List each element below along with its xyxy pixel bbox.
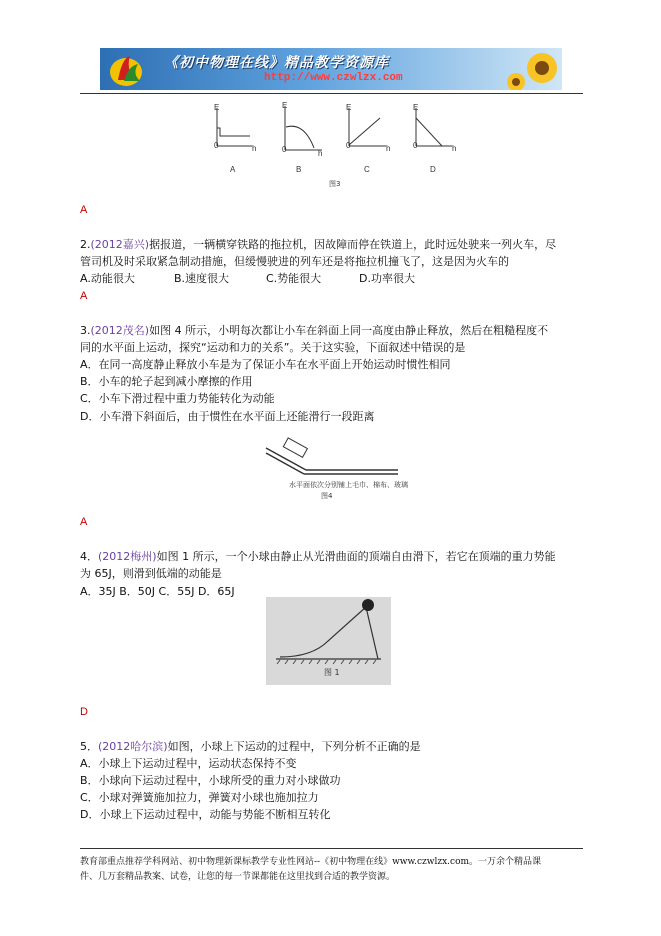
q5-option-d: D．小球上下运动过程中，动能与势能不断相互转化 [80,808,331,821]
fig3-label-d: D [430,165,436,174]
footer-line2: 件、几万套精品教案、试卷，让您的每一节课都能在这里找到合适的教学资源。 [80,872,396,882]
fig3-axis-h-c: h [386,144,391,153]
q5-line1 [80,740,421,754]
q3-text-1: 如图 4 所示，小明每次都让小车在斜面上同一高度由静止释放，然后在粗糙程度不 [149,324,549,337]
q2-source: (2012嘉兴) [90,238,150,251]
q5-option-a: A．小球上下运动过程中，运动状态保持不变 [80,757,297,770]
q4-line2: 为 65J，则滑到低端的动能是 [80,567,222,580]
fig3-origin-a: 0 [214,141,219,150]
q5-number: 5． [80,740,98,753]
q5-text-1: 如图，小球上下运动的过程中，下列分析不正确的是 [167,740,421,753]
q4-answer: D [80,706,88,718]
q3-option-c: C．小车下滑过程中重力势能转化为动能 [80,392,275,405]
header-banner [100,48,562,90]
q2-option-c: C.势能很大 [266,272,322,285]
fig3-axis-e-d: E [413,103,419,112]
fig3-axis-h-a: h [252,144,257,153]
fig4-label: 图4 [321,492,333,500]
q3-option-a: A．在同一高度静止释放小车是为了保证小车在水平面上开始运动时惯性相同 [80,358,451,371]
q3-answer: A [80,516,88,528]
figure-1-curve [266,597,391,685]
q5-option-b: B．小球向下运动过程中，小球所受的重力对小球做功 [80,774,341,787]
fig3-origin-c: 0 [346,141,351,150]
q2-answer: A [80,290,88,302]
fig3-axis-e-a: E [214,103,220,112]
fig3-label-c: C [364,165,370,174]
header-title: 《初中物理在线》精品教学资源库 [164,55,389,71]
q4-source: (2012梅州) [98,550,157,563]
q5-option-c: C．小球对弹簧施加拉力，弹簧对小球也施加拉力 [80,791,319,804]
q2-line2: 管司机及时采取紧急制动措施，但缓慢驶进的列车还是将拖拉机撞飞了，这是因为火车的 [80,255,509,268]
q2-number: 2. [80,238,91,251]
fig4-caption: 水平面依次分别铺上毛巾、棉布、玻璃 [289,481,408,489]
site-logo [104,50,148,88]
sunflower-icon [502,48,562,90]
q4-line1 [80,550,556,564]
q2-text-1: 据报道，一辆横穿铁路的拖拉机，因故障而停在铁道上，此时远处驶来一列火车，尽 [149,238,557,251]
fig3-axis-e-b: E [282,101,288,110]
fig3-axis-e-c: E [346,103,352,112]
q5-source: (2012哈尔滨) [98,740,168,753]
fig3-label-a: A [230,165,236,174]
footer-divider [80,848,583,849]
q3-line2: 同的水平面上运动，探究“运动和力的关系”。关于这实验，下面叙述中错误的是 [80,341,466,354]
q3-number: 3. [80,324,91,337]
q3-option-b: B．小车的轮子起到减小摩擦的作用 [80,375,253,388]
fig3-origin-b: 0 [282,145,287,154]
fig3-axis-h-b: h [318,149,323,158]
q2-option-d: D.功率很大 [359,272,415,285]
q4-options: A．35J B．50J C．55J D．65J [80,585,235,598]
fig3-caption: 图3 [329,180,341,188]
q3-source: (2012茂名) [90,324,150,337]
q2-line1 [80,238,556,252]
fig3-label-b: B [296,165,302,174]
q2-option-a: A.动能很大 [80,272,135,285]
fig3-axis-h-d: h [452,144,457,153]
ball-icon [362,599,374,611]
figure-3-graphs [200,100,470,190]
q4-text-1: 如图 1 所示，一个小球由静止从光滑曲面的顶端自由滑下，若它在顶端的重力势能 [156,550,556,563]
q1-answer: A [80,204,88,216]
q3-line1 [80,324,548,338]
figure-4-ramp [262,436,402,480]
q3-option-d: D．小车滑下斜面后，由于惯性在水平面上还能滑行一段距离 [80,410,375,423]
q2-option-b: B.速度很大 [174,272,230,285]
footer-line1: 教育部重点推荐学科网站、初中物理新课标教学专业性网站--《初中物理在线》www.czwlzx.com。一万余个精品课 [80,857,542,867]
header-divider [80,93,583,94]
fig3-origin-d: 0 [413,141,418,150]
fig1-label: 图 1 [324,668,340,677]
q4-number: 4． [80,550,98,563]
header-url[interactable]: http://www.czwlzx.com [264,72,403,84]
